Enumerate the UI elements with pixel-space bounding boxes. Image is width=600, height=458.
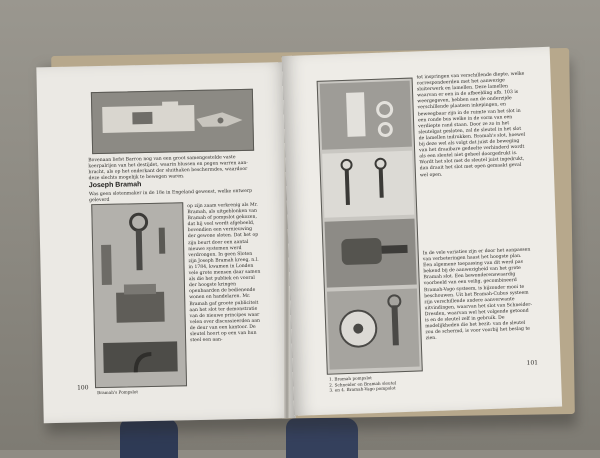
lock-bolt-illustration (92, 90, 253, 153)
lead-paragraph: Was geen slotenmaker in de 18e in Engeland geweest, welke ontwerp geleverd (88, 188, 253, 204)
page-number-right: 101 (526, 359, 539, 367)
page-number-left: 100 (76, 384, 89, 392)
right-page (282, 47, 562, 416)
figure-caption: Bramah's Pompslot (97, 389, 139, 396)
lock-parts-illustration (318, 79, 422, 374)
bramah-lock-figure (91, 202, 187, 388)
caption-3: 3. en 4. Bramah-Vago pompslot (329, 385, 396, 393)
left-page (36, 62, 295, 423)
section-heading: Joseph Bramah (88, 181, 142, 190)
right-column-top: tot inspringen van verschillende diepte, welke correspondeerden met het aanwezige sluiterwerk en lamellen. Deze lamellen waarvan er een in de afbeelding afb. 103 is weergegeven, hebben aan de onderzijde verschillende plaatsen inkepingen, en beweegbaar zijn in de ruimte van het slot in een ronde bus welke in de vorm van een verdiepte rand staan. Door ze zo in het sleutelgat gesloten, zal de sleutel in het slot de lamellen indrukken. Bramah's slot, hoewel bij deze wel als volgt dat juist de beweging van het draaibare gedeelte verhinderd wordt als een sleutel niet geheel doorgedrukt is. Wordt het slot met de sleutel juist ingedrukt, dan draait het slot met open gemaakt geval wel open. (416, 71, 526, 178)
body-column: op zijn zaam verkrenig als Mr. Bramah, als uitgeblonken van Bramah of pompslot gekozen, dat hij veel wordt afgebeeld, bovendien een vernieuwing der gewone sloten. Dat het op zijn beurt door een aantal nieuwe systemen werd verdrongen. In geen Sloten zijn Joseph Bramah kreeg, n.l. in 1784, kwamen in Londen vele grote mensen daar samen als die het publiek en vooral der hoogste kringen openbaarden de bedienende wonen en handelaren. Mr. Bramah gaf groote publiciteit aan het slot ter demonstratie van de nieuwe principes waar velen over discussieerden aan de deur van een kantoor. De sleutel hoort op een van hun steel een aan- (187, 202, 261, 344)
caption-1: 1. Bramah pompslot (328, 375, 373, 382)
intro-paragraph: Bovenaan liefst Barron nog van een groot samengestelde vaste keerpalrijen van het destijdet, waarin blussen en pegen warren aan- bracht, als op het onderkant der sluithaken beschermdes, waardoor deze slechts mogelijk te bewegen waren. (88, 155, 248, 182)
right-column-bottom: In de vele variaties zijn er door het aanpassen van verbeteringen haast het hoogste plan. Een algemene toepassing van dit werd pas bekend bij de aanwezigheid van het grote Bramah slot. Een bewonderenswaardig voorbeeld van een veilig, gecombineerd Bramah-Vago systeem, is bijzonder mooi te beschouwen. Uit het Bramah-Cubus systeem zijn verschillende andere aanverwante uitvindingen, waarvan het slot van Schneider-Dresden, waarvan wel het volgende getoond is en de sleutel zelf in gebruik. De modelijkheden die het bezit: van de sleutel zou de schermd, is voor voorbij het beslag te zien. (422, 247, 533, 342)
right-figure-panel (317, 78, 423, 375)
left-top-photo (91, 89, 254, 154)
key-and-lock-illustration (92, 203, 186, 387)
figure-captions (329, 373, 430, 393)
caption-2: 2. Schneider en Bramah sleutel (329, 379, 397, 388)
